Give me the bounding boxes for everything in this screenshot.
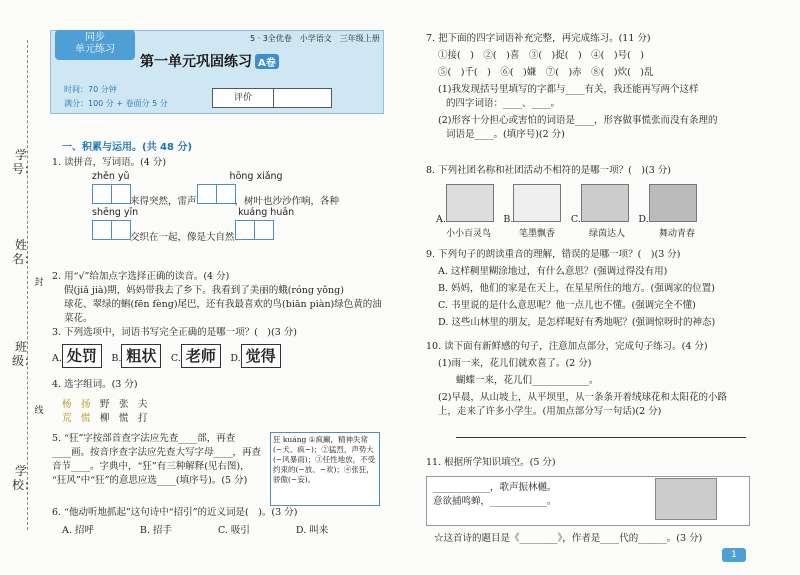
answer-line[interactable] [456, 437, 746, 438]
q11: 11. 根据所学知识填空。(5 分) ____________，歌声振林樾。 意欲捕鸣蝉，____________。 ☆这首诗的题目是《________》，作者是____代的______。(3 分) [426, 456, 756, 546]
poem-illustration [655, 478, 717, 520]
class-label: 班级： [12, 340, 37, 368]
eval-box[interactable]: 评价 [212, 88, 332, 108]
q3: 3. 下列选项中，词语书写完全正确的是哪一项？( )(3 分) A. 处罚 B. 粗状 C. 老师 D. 觉得 [52, 326, 382, 368]
q4: 4. 选字组词。(3 分) 杨 扬 野 张 夫 荒 慌 柳 慌 打 [52, 379, 148, 424]
q7: 7. 把下面的四字词语补充完整，再完成练习。(11 分) ①接( ) ②( )喜 ③( )捉( ) ④( )号( ) ⑤( )千( ) ⑥( )嫌 ⑦( )赤 ⑧( )炊( )乱 (1)我发现括号里填写的字都与____有关，我还能再写两个这样 的四字词语：____、____。 (2)形容十分担心或害怕的词语是____，形容做事慌张而没有条理的 词语是____。(填序号)(2 分) [426, 33, 718, 140]
school-label: 学校： [12, 464, 37, 492]
q10: 10. 读下面有新鲜感的句子，注意加点部分，完成句子练习。(4 分) (1)雨一来，花儿们就欢喜了。(2 分) 蝴蝶一来，花儿们____________。 (2)早晨，从山坡上，从平坝里，从一条条开着绒球花和太阳花的小路 上，走来了许多小学生。(用加点部分写一句话)(2 分) [426, 340, 756, 438]
page-number: 1 [722, 548, 746, 562]
student-id-label: 学号： [12, 148, 37, 176]
q1: 1. 读拼音，写词语。(4 分) zhěn yǔ hōng xiǎng 来得突然，雷声 ，树叶也沙沙作响，各种 shēng yīn kuáng huān 交织在一起，像是大自然 [52, 157, 340, 243]
q8: 8. 下列社团名称和社团活动不相符的是哪一项？( )(3 分) A. B. C. D. 小小百灵鸟 笔墨飘香 绿茵达人 舞动青春 [426, 165, 696, 239]
section-heading: 一、积累与运用。(共 48 分) [62, 142, 193, 153]
seal-mark: 封 [34, 278, 44, 288]
page-title: 第一单元巩固练习 A卷 [140, 51, 279, 71]
score-info: 满分：100 分 + 卷面分 5 分 [64, 99, 168, 108]
unit-badge: 同步 单元练习 [55, 30, 135, 60]
time-info: 时间：70 分钟 [64, 85, 117, 94]
cut-line [27, 40, 28, 530]
dictionary-box: 狂 kuáng ①疯癫，精神失常(~犬、疯~)；②猛烈，声势大(~风暴雨)；③任性地放，不受约束的(~放、~欢)；④张狂，骄傲(~妄)。 [270, 432, 380, 506]
series-label: 5 · 3全优卷 小学语文 三年级上册 [250, 34, 380, 43]
q2: 2. 用“√”给加点字选择正确的读音。(4 分) 假(jiǎ jià)期，妈妈带我去了乡下。我看到了美丽的蛾(róng yǒng) 球花、翠绿的蝌(fēn fèng)尾巴，还有我最喜欢的鸟(biān piàn)绿色黄的油菜花。 [52, 271, 382, 324]
line-mark: 线 [34, 406, 44, 416]
q5: 5. “狂”字按部首查字法应先查____部，再查 ____画。按音序查字法应先查大写字母____，再查 音节____。字典中，“狂”有三种解释(见右图)， “狂风”中“狂”的意思应选____(填序号)。(5 分) [52, 433, 262, 486]
q6: 6. “他动听地抓起”这句诗中“招引”的近义词是( )。(3 分) A. 招呼 B. 招手 C. 吸引 D. 叫来 [52, 507, 329, 536]
name-label: 姓名： [12, 238, 37, 266]
binding-strip [0, 0, 48, 575]
q9: 9. 下列句子的朗读重音的理解，错误的是哪一项？( )(3 分) A. 这样稠里糊涂地过，有什么意思？(强调过得没有用) B. 妈妈，他们的家是在天上，在星星所住的地方。(强调家的位置) C. 书里说的是什么意思呢？他一点儿也不懂。(强调完全不懂) D. 这些山林里的朋友，是怎样呢好有秀地呢？(强调惊呀时的神态) [426, 249, 716, 328]
